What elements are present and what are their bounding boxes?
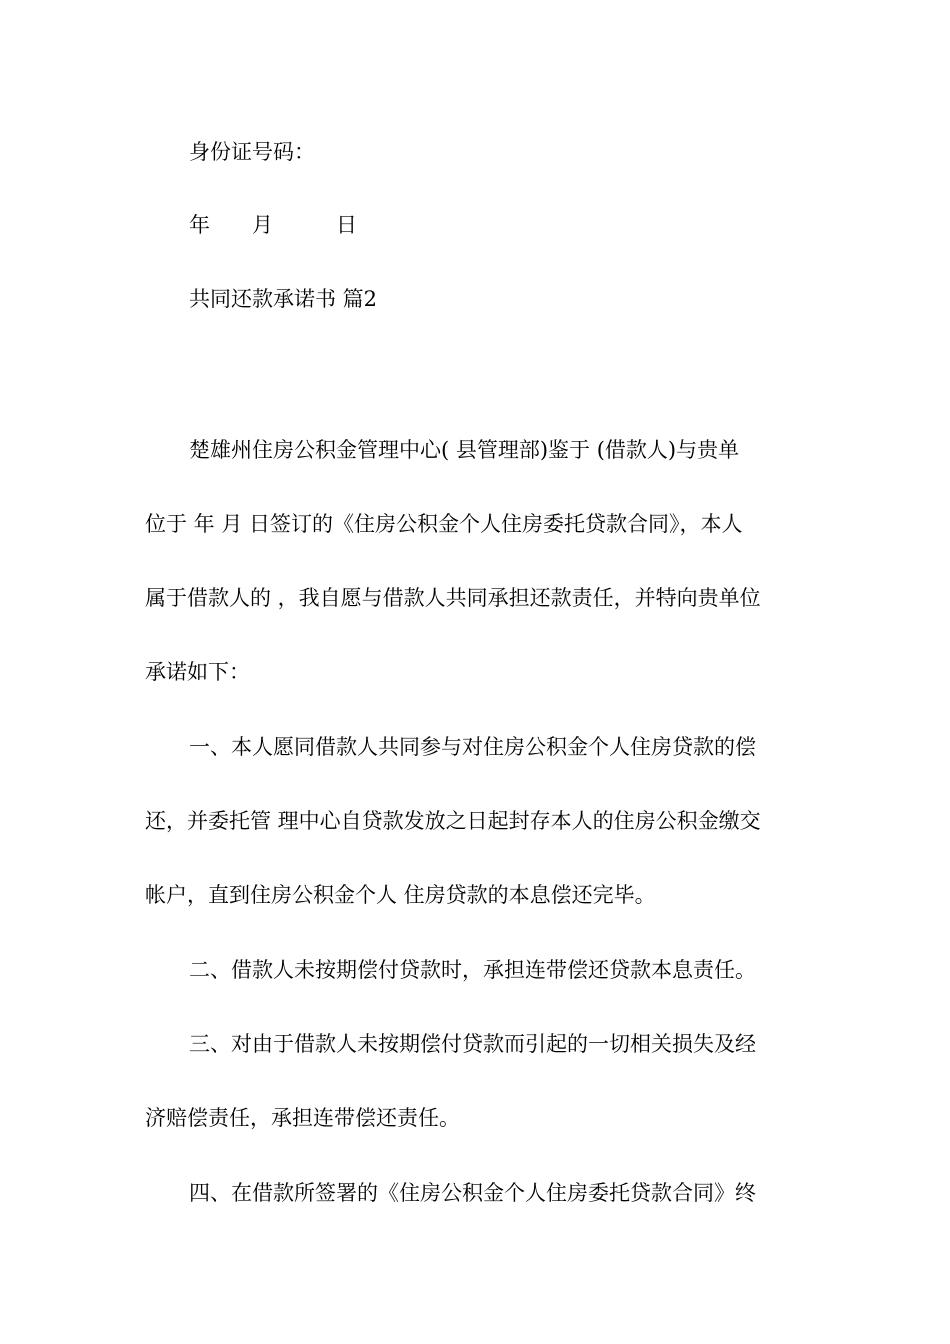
clause-line: 帐户，直到住房公积金个人 住房贷款的本息偿还完毕。 bbox=[145, 883, 656, 907]
clause-line: 济赔偿责任，承担连带偿还责任。 bbox=[145, 1106, 460, 1130]
clause-line: 还，并委托管 理中心自贷款发放之日起封存本人的住房公积金缴交 bbox=[145, 809, 761, 833]
paragraph-line: 承诺如下： bbox=[145, 660, 250, 684]
id-number-label: 身份证号码： bbox=[189, 140, 315, 164]
paragraph-line: 楚雄州住房公积金管理中心( 县管理部)鉴于 (借款人)与贵单 bbox=[189, 438, 740, 462]
date-line: 年 月 日 bbox=[189, 213, 357, 237]
paragraph-line: 属于借款人的 ，我自愿与借款人共同承担还款责任，并特向贵单位 bbox=[145, 586, 761, 610]
paragraph-line: 位于 年 月 日签订的《住房公积金个人住房委托贷款合同》，本人 bbox=[145, 512, 743, 536]
section-title: 共同还款承诺书 篇2 bbox=[189, 287, 378, 311]
clause-line: 三、对由于借款人未按期偿付贷款而引起的一切相关损失及经 bbox=[189, 1032, 756, 1056]
clause-line: 一、本人愿同借款人共同参与对住房公积金个人住房贷款的偿 bbox=[189, 735, 756, 759]
clause-line: 四、在借款所签署的《住房公积金个人住房委托贷款合同》终 bbox=[189, 1181, 756, 1205]
clause-line: 二、借款人未按期偿付贷款时，承担连带偿还贷款本息责任。 bbox=[189, 958, 756, 982]
